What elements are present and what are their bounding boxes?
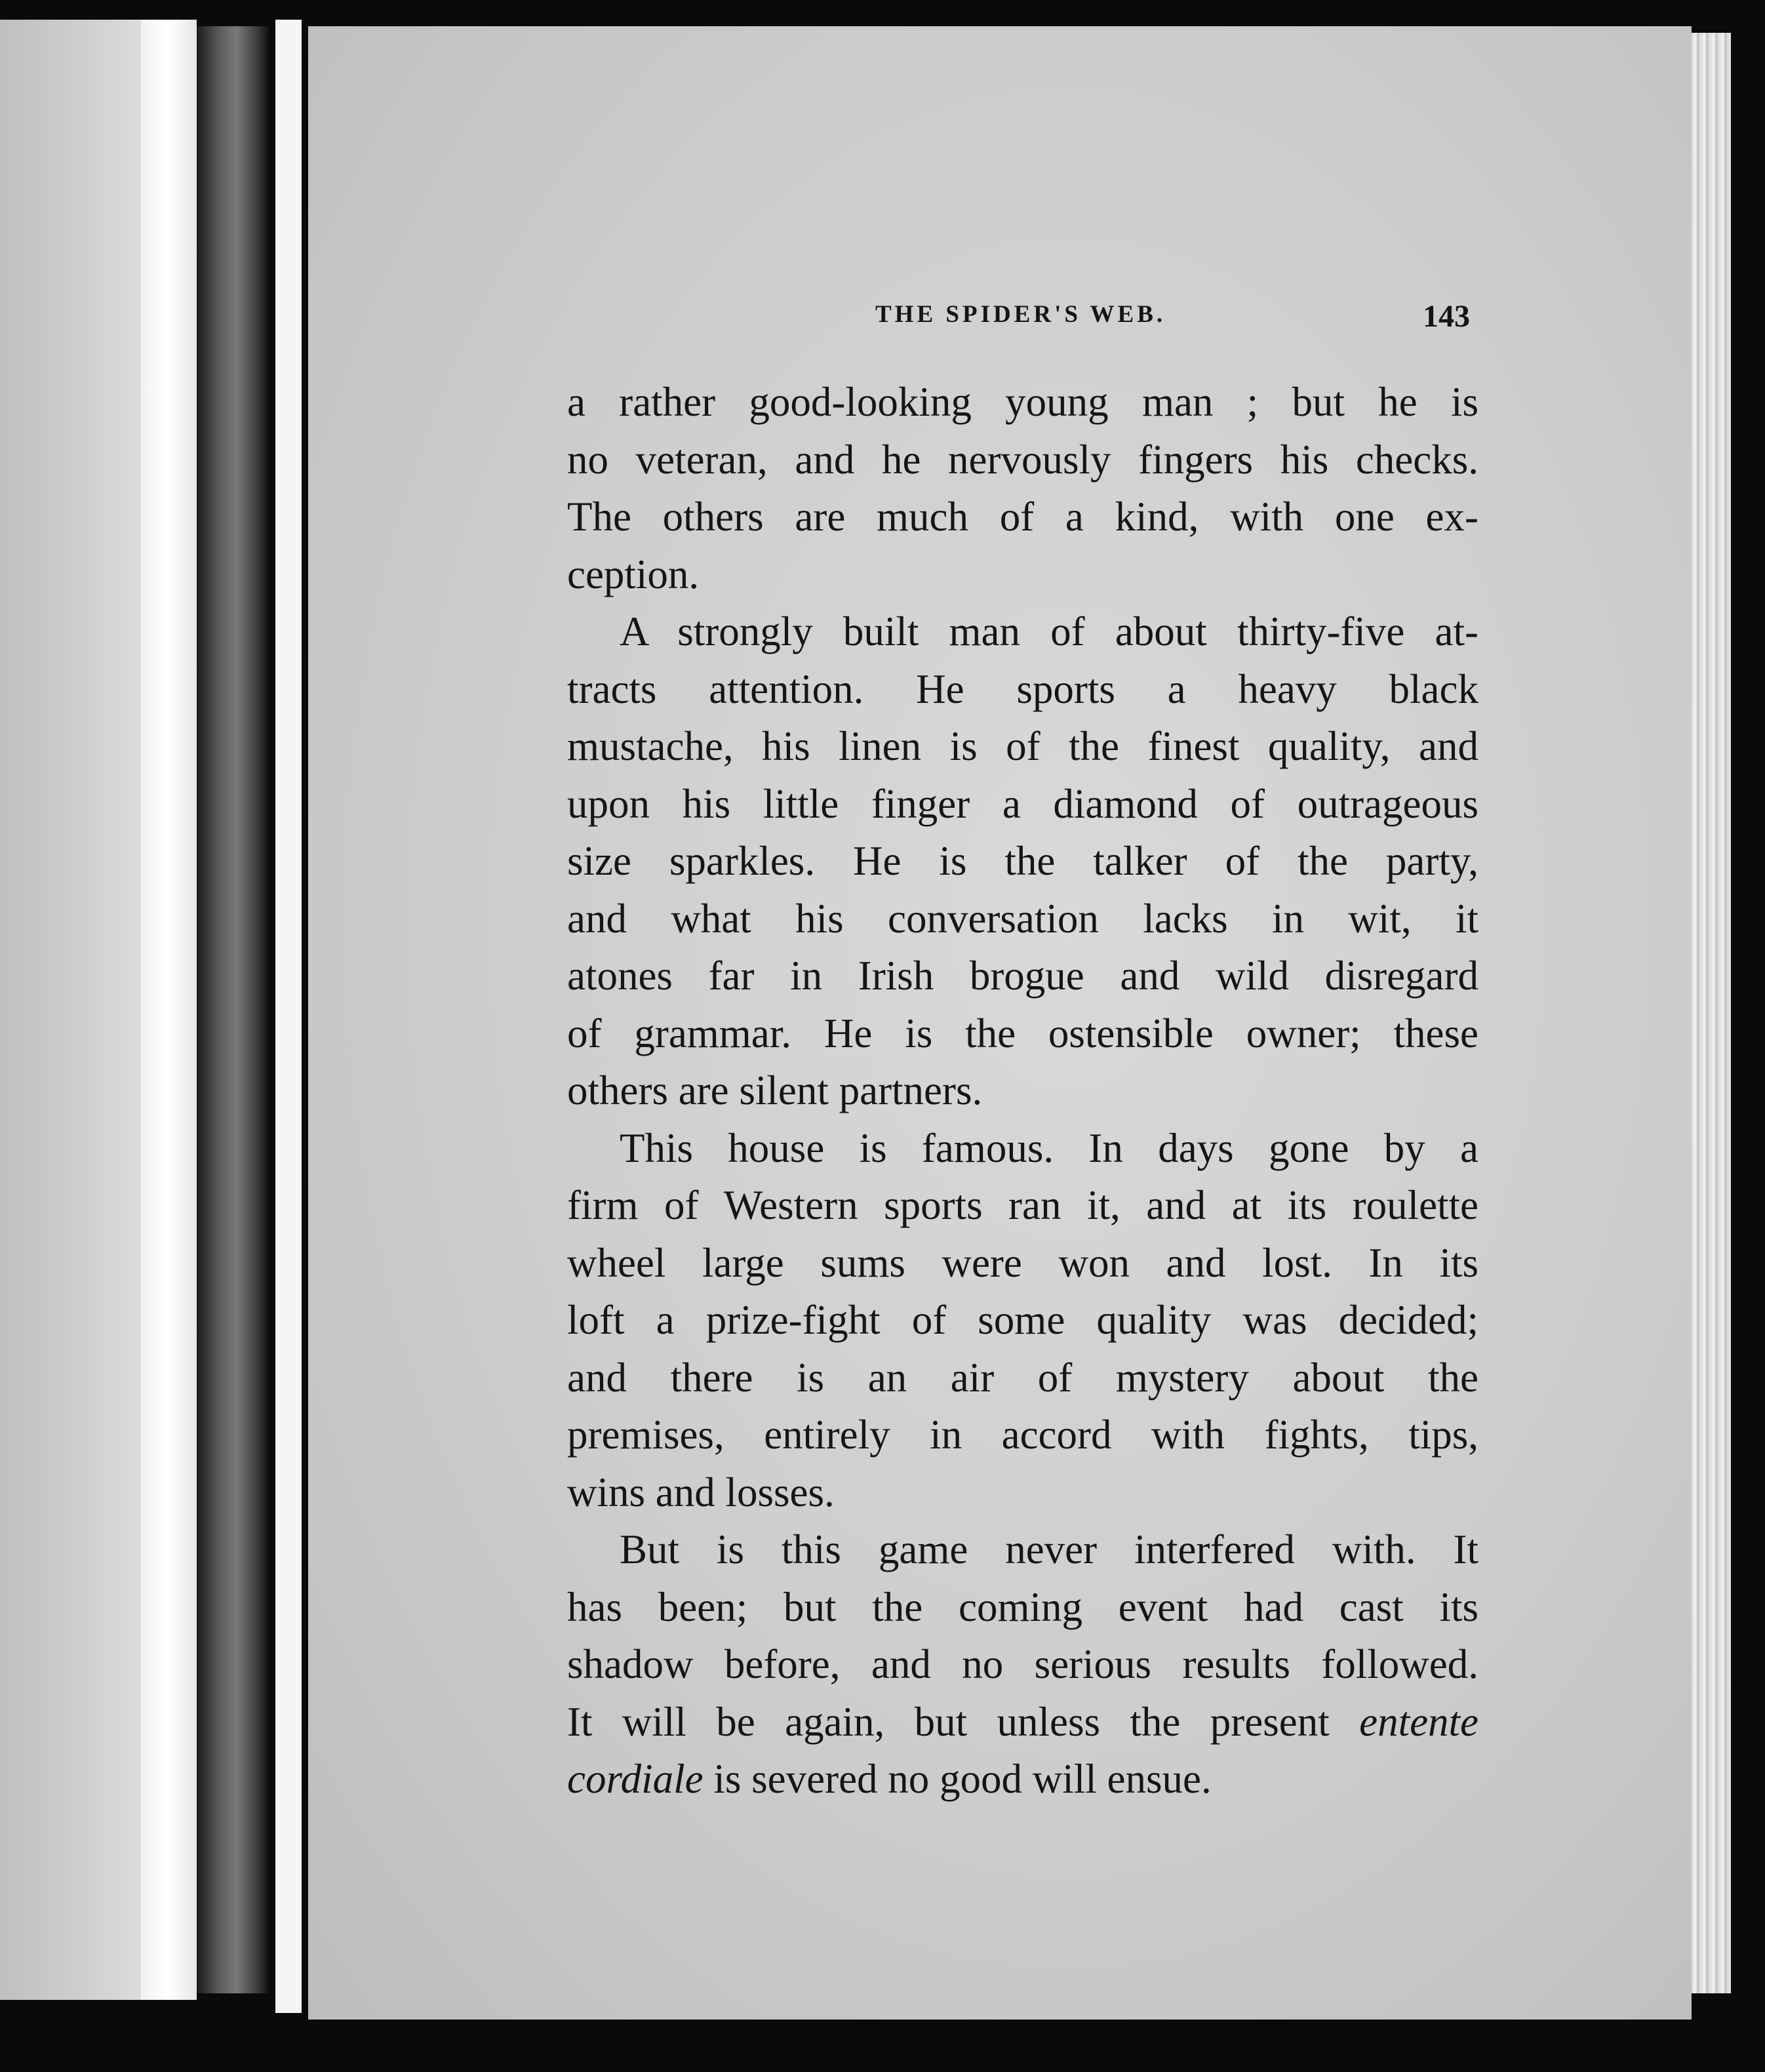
text-line: others are silent partners. xyxy=(567,1067,983,1113)
text-line: and what his conversation lacks in wit, it xyxy=(567,895,1478,942)
text-line: loft a prize-fight of some quality was decided; xyxy=(567,1297,1478,1343)
text-line: and there is an air of mystery about the xyxy=(567,1354,1478,1401)
text-line: of grammar. He is the ostensible owner; these xyxy=(567,1010,1478,1056)
italic-phrase: cordiale xyxy=(567,1756,704,1802)
text-line: upon his little finger a diamond of outrageous xyxy=(567,780,1478,827)
text-line: a rather good-looking young man ; but he is xyxy=(567,379,1478,425)
text-line: size sparkles. He is the talker of the party, xyxy=(567,838,1478,884)
page-number: 143 xyxy=(1423,299,1470,334)
text-line: tracts attention. He sports a heavy black xyxy=(567,666,1478,712)
text-line: A strongly built man of about thirty-five at- xyxy=(620,608,1478,654)
text-line: The others are much of a kind, with one ex- xyxy=(567,494,1478,540)
text-line: This house is famous. In days gone by a xyxy=(620,1125,1478,1171)
text-line: has been; but the coming event had cast its xyxy=(567,1584,1478,1630)
text-line: atones far in Irish brogue and wild disregard xyxy=(567,953,1478,999)
running-head: THE SPIDER'S WEB. xyxy=(875,301,1166,328)
book-gutter xyxy=(197,26,269,1993)
text-line-with-italic xyxy=(567,1694,1478,1751)
text-line: But is this game never interfered with. It xyxy=(620,1526,1478,1572)
text-line: ception. xyxy=(567,551,700,597)
italic-phrase: entente xyxy=(1359,1698,1479,1745)
page-edges xyxy=(1692,33,1731,1993)
text-line: premises, entirely in accord with fights, tips, xyxy=(567,1412,1478,1458)
text-line: firm of Western sports ran it, and at its roulette xyxy=(567,1182,1478,1228)
text-segment: is severed no good will ensue. xyxy=(713,1756,1212,1802)
gutter-margin xyxy=(275,20,302,2013)
text-line: shadow before, and no serious results followed. xyxy=(567,1641,1478,1687)
text-line: wins and losses. xyxy=(567,1469,835,1515)
text-line: mustache, his linen is of the finest quality, and xyxy=(567,723,1478,769)
text-line-with-italic xyxy=(567,1751,1478,1808)
left-page-fragment xyxy=(0,20,141,2000)
text-segment: It will be again, but unless the present xyxy=(567,1698,1330,1745)
text-line: wheel large sums were won and lost. In its xyxy=(567,1239,1478,1286)
left-page-edge xyxy=(141,20,197,2000)
text-line: no veteran, and he nervously fingers his checks. xyxy=(567,436,1478,483)
body-text xyxy=(567,374,1478,1808)
